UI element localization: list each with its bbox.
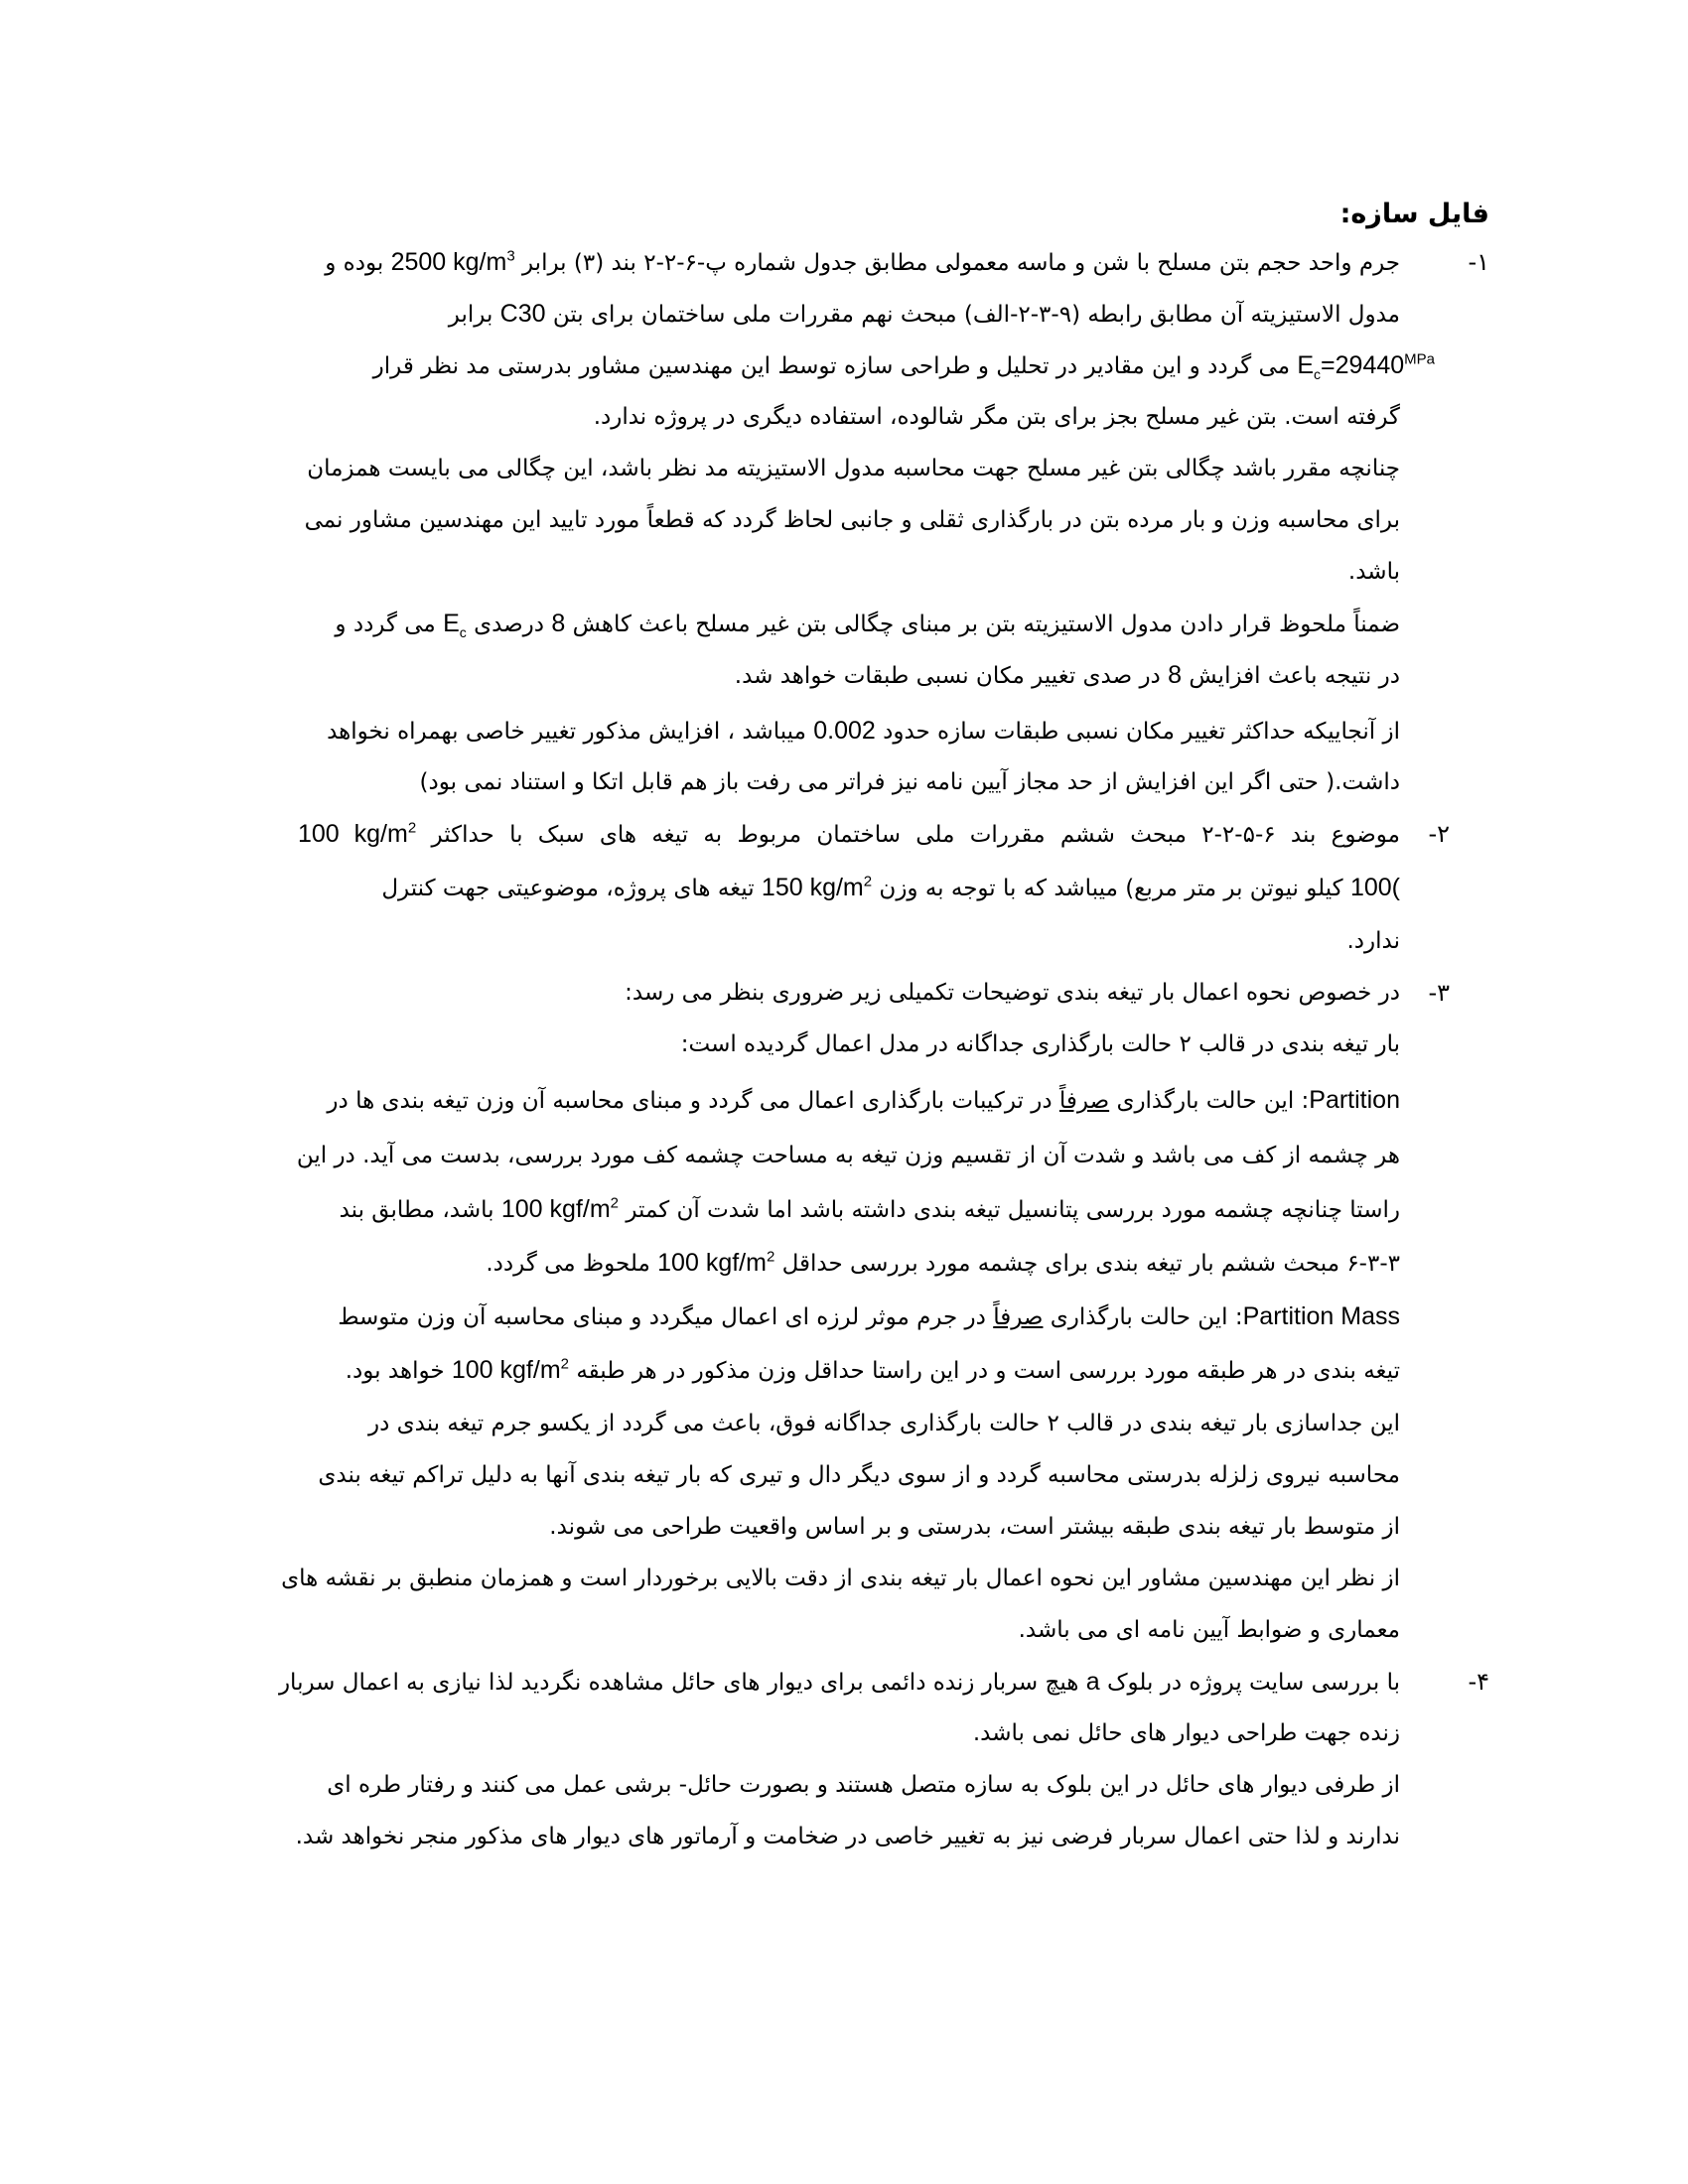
partition-mass-label: Partition Mass [1242,1302,1400,1330]
paragraph-line: هر چشمه از کف می باشد و شدت آن از تقسیم وزن تیغه به مساحت چشمه کف مورد بررسی، بدست می آید. در این [296,1143,1400,1168]
text-run: هیچ سربار زنده دائمی برای دیوار های حائل مشاهده نگردید لذا نیازی به اعمال سربار [278,1670,1079,1696]
paragraph-line [213,340,1435,392]
percent-value: 8 [1168,661,1183,689]
text-run: در ترکیبات بارگذاری اعمال می گردد و مبنای محاسبه آن وزن تیغه بندی ها در [327,1088,1053,1114]
text-run: خواهد بود. [345,1358,445,1384]
underlined-text: صرفاً [993,1304,1044,1330]
percent-value: 8 [551,610,566,637]
paragraph-line [486,1237,1400,1290]
page-title: فایل سازه: [1339,199,1489,229]
item-number-2: ۲- [1428,820,1450,848]
paragraph-line [199,1074,1400,1127]
paragraph-line [199,1656,1400,1708]
text-run: ملحوظ می گردد. [486,1251,650,1277]
item-number-4: ۴- [1468,1668,1489,1696]
text-run: در صدی تغییر مکان نسبی طبقات خواهد شد. [734,663,1161,689]
drift-value: 0.002 [813,717,876,745]
text-run: : این حالت بارگذاری [1050,1304,1243,1330]
paragraph-line: گرفته است. بتن غیر مسلح بجز برای بتن مگر شالوده، استفاده دیگری در پروژه ندارد. [593,404,1400,430]
text-run: بوده و [325,250,384,276]
density-value: 2500 $kg/m^3$ [390,247,515,276]
text-run: کیلو نیوتن بر متر مربع) میباشد که با توجه به وزن [879,876,1343,901]
max-load-value: 100 $kg/m^2$ [298,819,417,848]
paragraph-line: داشت.( حتی اگر این افزایش از حد مجاز آیین نامه نیز فراتر می رفت باز هم قابل اتکا و استناد نمی بود) [419,769,1400,795]
load-value: 100 [1349,874,1392,901]
paragraph-line: برای محاسبه وزن و بار مرده بتن در بارگذاری ثقلی و جانبی لحاظ گردد که قطعاً مورد تایید این مهندسین مشاور نمی [304,507,1400,533]
paragraph-line [298,808,1400,861]
ec-symbol: $E_c$ [443,610,467,640]
text-run: می گردد و این مقادیر در تحلیل و طراحی سازه توسط این مهندسین مشاور بدرستی مد نظر قرار [372,353,1291,379]
paragraph-line [213,705,1400,757]
text-run: : این حالت بارگذاری [1116,1088,1310,1114]
text-run: ۶-۳-۳ مبحث ششم بار تیغه بندی برای چشمه مورد بررسی حداقل [781,1251,1400,1277]
paragraph-line [213,1344,1400,1397]
paragraph-line: محاسبه نیروی زلزله بدرستی محاسبه گردد و از سوی دیگر دال و تیری که بار تیغه بندی آنها به دلیل تراکم تیغه بندی [318,1462,1400,1488]
paragraph-line [449,288,1400,341]
paragraph-line: در خصوص نحوه اعمال بار تیغه بندی توضیحات تکمیلی زیر ضروری بنظر می رسد: [625,980,1400,1006]
text-run: ضمناً ملحوظ قرار دادن مدول الاستیزیته بتن بر مبنای چگالی بتن غیر مسلح باعث کاهش [572,612,1400,637]
paragraph-line [735,649,1400,702]
text-run: تیغه بندی در هر طبقه مورد بررسی است و در این راستا حداقل وزن مذکور در هر طبقه [576,1358,1400,1384]
paragraph-line: معماری و ضوابط آیین نامه ای می باشد. [1018,1617,1400,1643]
text-run: میباشد ، افزایش مذکور تغییر خاصی بهمراه نخواهد [327,719,806,745]
text-run: مدول الاستیزیته آن مطابق رابطه (۹-۳-۲-الف) مبحث نهم مقررات ملی ساختمان برای بتن [552,302,1400,328]
text-run: برابر [448,302,493,328]
text-run: موضوع بند ۶-۵-۲-۲ مبحث ششم مقررات ملی ساختمان مربوط به تیغه های سبک با حداکثر [431,822,1401,848]
paragraph-line [213,236,1400,289]
partition-weight-value: 150 $kg/m^2$ [761,873,873,901]
underlined-text: صرفاً [1058,1088,1110,1114]
text-run: باشد، مطابق بند [339,1197,494,1223]
text-run: راستا چنانچه چشمه مورد بررسی پتانسیل تیغه بندی داشته باشد اما شدت آن کمتر [626,1197,1400,1223]
paragraph-line: از طرفی دیوار های حائل در این بلوک به سازه متصل هستند و بصورت حائل- برشی عمل می کنند و رفتار طره ای [327,1772,1400,1798]
paragraph-line [213,598,1400,650]
modulus-value: $E_c=29440^{MPa}$ [1297,350,1435,382]
text-run: از آنجاییکه حداکثر تغییر مکان نسبی طبقات سازه حدود [883,719,1400,745]
paragraph-line [213,1291,1400,1343]
block-name: a [1085,1668,1100,1696]
text-run: می گردد و [335,612,436,637]
paragraph-line: از متوسط بار تیغه بندی طبقه بیشتر است، بدرستی و بر اساس واقعیت طراحی می شوند. [549,1514,1400,1540]
paragraph-line [213,1183,1400,1236]
paragraph-line: باشد. [1347,559,1400,585]
paragraph-line: ندارند و لذا حتی اعمال سربار فرضی نیز به تغییر خاصی در ضخامت و آرماتور های دیوار های مذکور منجر نخواهد شد. [295,1824,1400,1849]
item-number-1: ۱- [1468,248,1489,276]
text-run: در نتیجه باعث افزایش [1189,663,1400,689]
paragraph-line [213,862,1400,914]
text-run: درصدی [474,612,545,637]
text-run: با بررسی سایت پروژه در بلوک [1106,1670,1400,1696]
concrete-grade: C30 [499,300,546,328]
paragraph-line: زنده جهت طراحی دیوار های حائل نمی باشد. [972,1720,1400,1746]
paragraph-line: چنانچه مقرر باشد چگالی بتن غیر مسلح جهت محاسبه مدول الاستیزیته مد نظر باشد، این چگالی می بایست همزمان [307,456,1400,481]
paragraph-line: بار تیغه بندی در قالب ۲ حالت بارگذاری جداگانه در مدل اعمال گردیده است: [680,1031,1400,1057]
partition-label: Partition [1309,1086,1400,1114]
item-number-3: ۳- [1428,979,1450,1007]
text-run: تیغه های پروژه، موضوعیتی جهت کنترل [381,876,755,901]
paragraph-line: از نظر این مهندسین مشاور این نحوه اعمال بار تیغه بندی از دقت بالایی برخوردار است و همزمان منطبق بر نقشه های [281,1566,1400,1591]
min-load-value: 100 kgf/$m^2$ [500,1194,619,1223]
min-load-value: 100 kgf/$m^2$ [451,1355,569,1384]
text-run: در جرم موثر لرزه ای اعمال میگردد و مبنای محاسبه آن وزن متوسط [338,1304,986,1330]
text-run: جرم واحد حجم بتن مسلح با شن و ماسه معمولی مطابق جدول شماره پ-۶-۲-۲ بند (۳) برابر [521,250,1400,276]
paragraph-line: این جداسازی بار تیغه بندی در قالب ۲ حالت بارگذاری جداگانه فوق، باعث می گردد از یکسو جرم تیغه بندی در [368,1411,1400,1436]
min-load-value: 100 kgf/$m^2$ [657,1248,775,1277]
text-run: ( [1391,874,1400,901]
paragraph-line: ندارد. [1346,928,1400,954]
